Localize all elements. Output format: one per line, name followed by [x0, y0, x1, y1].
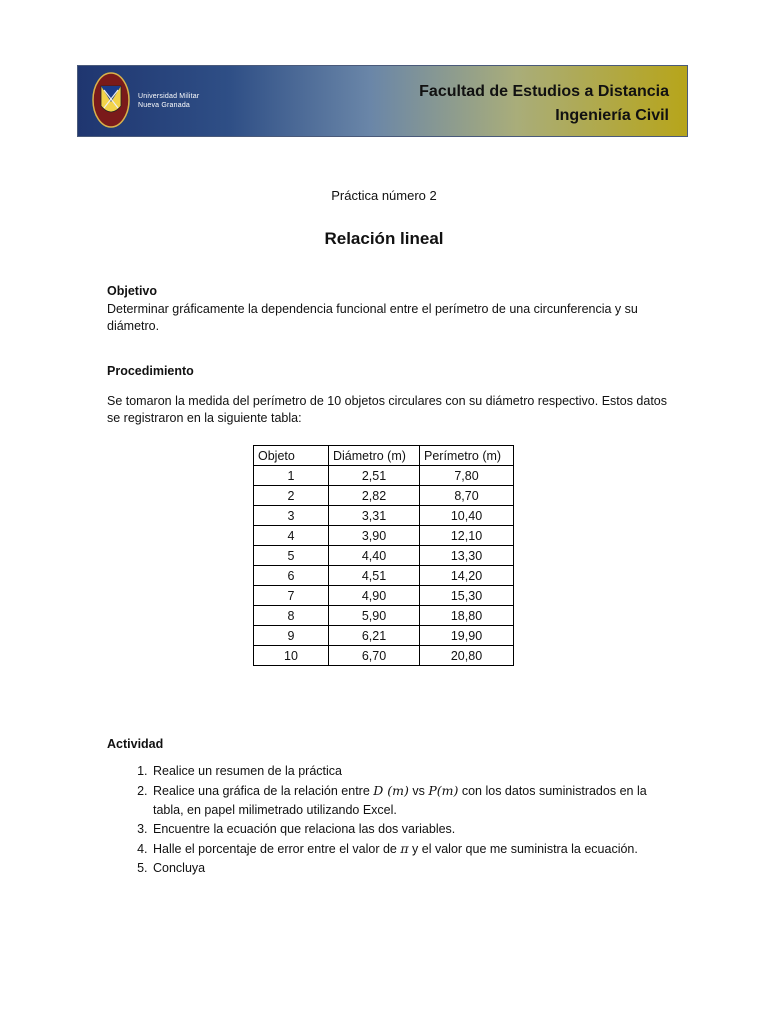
objective-heading: Objetivo — [107, 284, 158, 298]
table-row — [254, 466, 514, 486]
table-row — [254, 546, 514, 566]
cell-diameter: 5,90 — [329, 606, 420, 626]
cell-perimeter: 7,80 — [420, 466, 514, 486]
list-item: 1. Realice un resumen de la práctica — [151, 762, 671, 781]
university-name: Universidad Militar Nueva Granada — [138, 93, 200, 109]
cell-diameter: 6,21 — [329, 626, 420, 646]
cell-object: 9 — [254, 626, 329, 646]
math-diameter: D (m) — [373, 783, 409, 798]
cell-object: 8 — [254, 606, 329, 626]
table-row — [254, 606, 514, 626]
cell-diameter: 4,40 — [329, 546, 420, 566]
activity-list — [106, 762, 671, 878]
cell-diameter: 2,82 — [329, 486, 420, 506]
cell-diameter: 4,51 — [329, 566, 420, 586]
table-row — [254, 586, 514, 606]
university-crest-icon — [92, 72, 130, 128]
column-header-diameter: Diámetro (m) — [329, 446, 420, 466]
cell-perimeter: 14,20 — [420, 566, 514, 586]
cell-diameter: 3,90 — [329, 526, 420, 546]
list-item: 4. Halle el porcentaje de error entre el valor de π y el valor que me suministra la ecuación. — [151, 839, 671, 859]
cell-perimeter: 10,40 — [420, 506, 514, 526]
objective-text: Determinar gráficamente la dependencia funcional entre el perímetro de una circunferencia y su diámetro. — [107, 302, 638, 333]
practice-number: Práctica número 2 — [331, 188, 437, 203]
procedure-heading: Procedimiento — [107, 364, 194, 378]
table-row — [254, 646, 514, 666]
cell-diameter: 3,31 — [329, 506, 420, 526]
program-name: Ingeniería Civil — [555, 107, 669, 124]
table-row — [254, 566, 514, 586]
activity-heading: Actividad — [107, 737, 164, 751]
table-header-row — [254, 446, 514, 466]
header-banner — [78, 66, 687, 136]
cell-perimeter: 8,70 — [420, 486, 514, 506]
table-row — [254, 626, 514, 646]
math-pi: π — [400, 841, 409, 856]
math-perimeter: P(m) — [428, 783, 459, 798]
document-title: Relación lineal — [324, 229, 444, 248]
procedure-text: Se tomaron la medida del perímetro de 10 objetos circulares con su diámetro respectivo. Estos datos se registraron en la siguiente tabla: — [107, 394, 668, 425]
banner-title — [419, 80, 669, 128]
cell-perimeter: 18,80 — [420, 606, 514, 626]
cell-perimeter: 19,90 — [420, 626, 514, 646]
cell-perimeter: 13,30 — [420, 546, 514, 566]
cell-diameter: 4,90 — [329, 586, 420, 606]
cell-object: 6 — [254, 566, 329, 586]
cell-perimeter: 12,10 — [420, 526, 514, 546]
cell-object: 1 — [254, 466, 329, 486]
list-item: 2. Realice una gráfica de la relación entre D (m) vs P(m) con los datos suministrados en la tabla, en papel milimetrado utilizando Excel. — [151, 781, 671, 820]
cell-object: 5 — [254, 546, 329, 566]
cell-object: 10 — [254, 646, 329, 666]
table-row — [254, 526, 514, 546]
faculty-name: Facultad de Estudios a Distancia — [419, 83, 669, 100]
list-item: 5. Concluya — [151, 859, 671, 878]
cell-object: 7 — [254, 586, 329, 606]
table-row — [254, 486, 514, 506]
column-header-perimeter: Perímetro (m) — [420, 446, 514, 466]
data-table — [253, 445, 514, 666]
table-row — [254, 506, 514, 526]
cell-perimeter: 15,30 — [420, 586, 514, 606]
column-header-object: Objeto — [254, 446, 329, 466]
list-item: 3. Encuentre la ecuación que relaciona las dos variables. — [151, 820, 671, 839]
cell-object: 2 — [254, 486, 329, 506]
cell-perimeter: 20,80 — [420, 646, 514, 666]
cell-object: 3 — [254, 506, 329, 526]
cell-diameter: 6,70 — [329, 646, 420, 666]
cell-diameter: 2,51 — [329, 466, 420, 486]
cell-object: 4 — [254, 526, 329, 546]
